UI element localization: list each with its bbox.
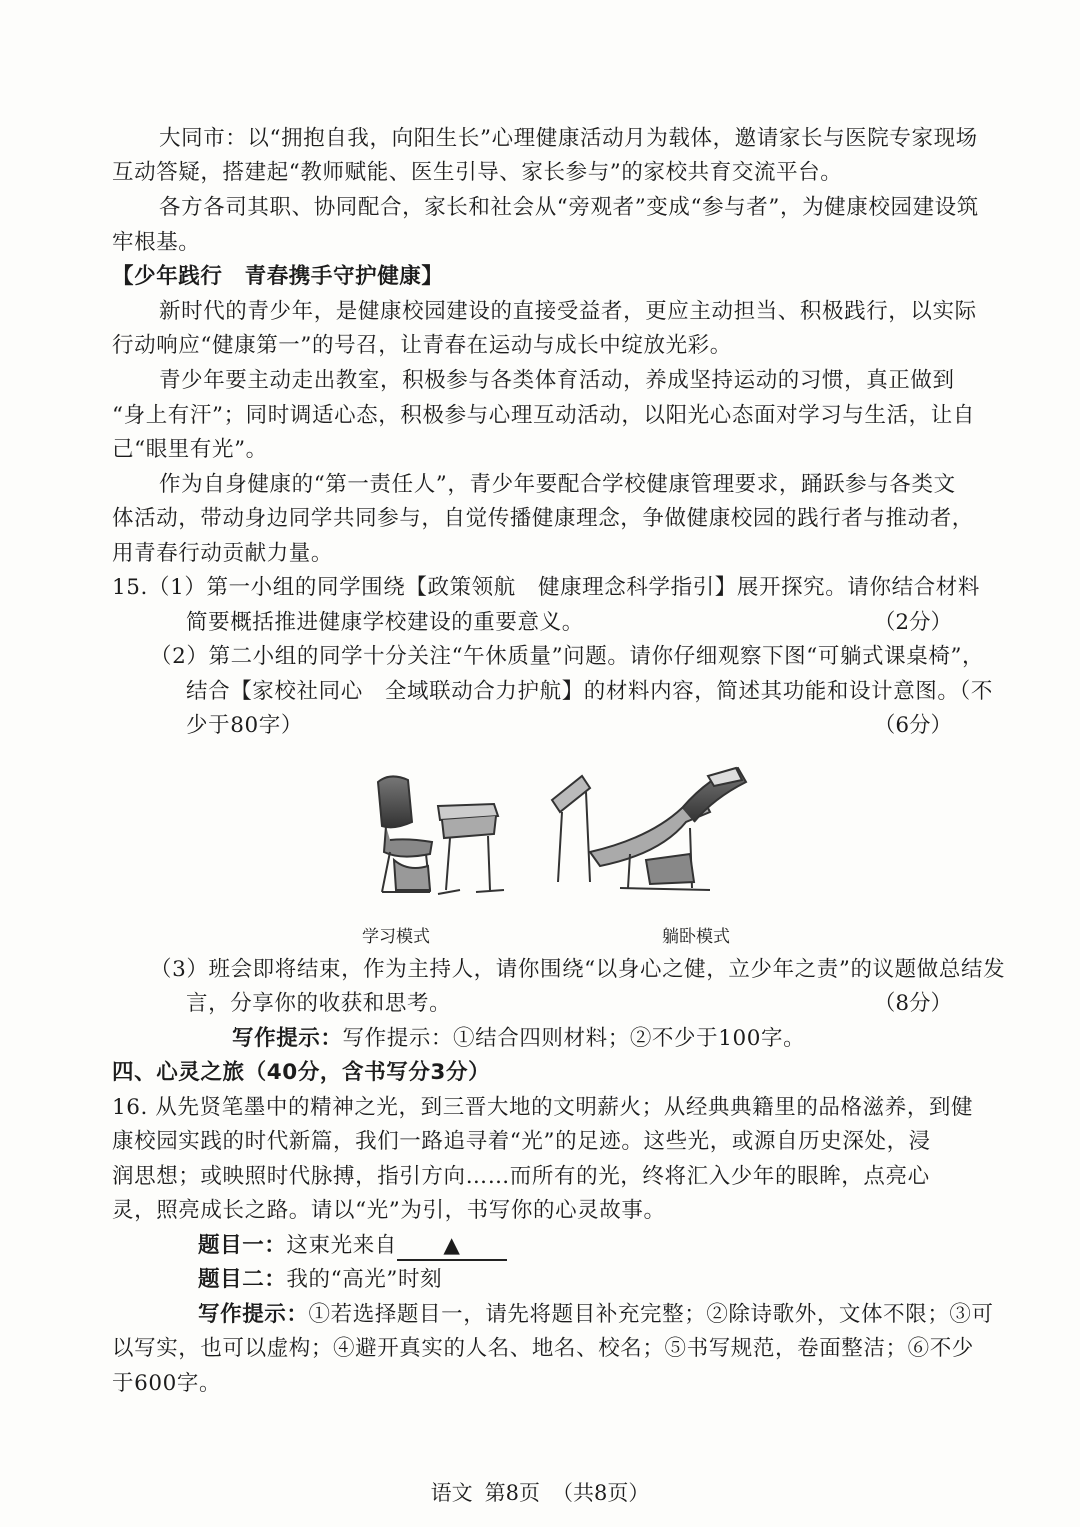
question-16-cont: 润思想；或映照时代脉搏，指引方向……而所有的光，终将汇入少年的眼眸，点亮心 (112, 1164, 930, 1189)
writing-tip-label: 写作提示： (198, 1302, 309, 1327)
question-15-2-cont: 少于80字） (186, 713, 303, 738)
topic-two-label: 题目二： (198, 1267, 287, 1292)
topic-two (198, 1265, 442, 1295)
writing-tip-16-cont: 于600字。 (112, 1371, 222, 1396)
footer-subject: 语文 (430, 1481, 473, 1505)
paragraph-line: 各方各司其职、协同配合，家长和社会从“旁观者”变成“参与者”，为健康校园建设筑 (159, 195, 979, 220)
paragraph-line: 体活动，带动身边同学共同参与，自觉传播健康理念，争做健康校园的践行者与推动者， (112, 506, 974, 531)
study-mode-chair (378, 776, 432, 892)
writing-tip-text: 写作提示：①结合四则材料；②不少于100字。 (342, 1026, 806, 1051)
question-15-3: （3）班会即将结束，作为主持人，请你围绕“以身心之健，立少年之责”的议题做总结发 (150, 957, 1006, 982)
section-4-heading: 四、心灵之旅（40分，含书写分3分） (112, 1060, 491, 1085)
topic-one-text: 这束光来自 (286, 1233, 397, 1258)
caption-study-mode: 学习模式 (362, 927, 430, 947)
paragraph-line: 作为自身健康的“第一责任人”，青少年要配合学校健康管理要求，踊跃参与各类文 (159, 472, 956, 497)
lying-mode-chair (552, 768, 746, 890)
question-15-1-cont: 简要概括推进健康学校建设的重要意义。 (186, 610, 584, 635)
question-15-1: 15.（1）第一小组的同学围绕【政策领航 健康理念科学指引】展开探究。请你结合材料 (112, 575, 980, 600)
paragraph-line: “身上有汗”；同时调适心态，积极参与心理互动活动，以阳光心态面对学习与生活，让自 (112, 403, 975, 428)
score-15-3: （8分） (873, 991, 952, 1016)
topic-one (198, 1231, 507, 1261)
question-16: 16. 从先贤笔墨中的精神之光，到三晋大地的文明薪火；从经典典籍里的品格滋养，到健 (112, 1095, 974, 1120)
writing-tip-15 (232, 1024, 805, 1054)
question-15-3-cont: 言，分享你的收获和思考。 (186, 991, 452, 1016)
section-heading: 【少年践行 青春携手守护健康】 (112, 264, 444, 289)
paragraph-line: 用青春行动贡献力量。 (112, 541, 334, 566)
paragraph-line: 新时代的青少年，是健康校园建设的直接受益者，更应主动担当、积极践行，以实际 (159, 299, 977, 324)
caption-lying-mode: 躺卧模式 (662, 927, 730, 947)
paragraph-line: 青少年要主动走出教室，积极参与各类体育活动，养成坚持运动的习惯，真正做到 (159, 368, 955, 393)
paragraph-line: 牢根基。 (112, 230, 201, 255)
writing-tip-16 (198, 1300, 994, 1330)
writing-tip-16-cont: 以写实，也可以虚构；④避开真实的人名、地名、校名；⑤书写规范，卷面整洁；⑥不少 (112, 1336, 974, 1361)
triangle-icon: ▲ (443, 1233, 461, 1258)
paragraph-line: 己“眼里有光”。 (112, 437, 268, 462)
score-15-2: （6分） (873, 713, 952, 738)
answer-blank (397, 1233, 507, 1261)
question-15-2-cont: 结合【家校社同心 全域联动合力护航】的材料内容，简述其功能和设计意图。（不 (186, 679, 993, 704)
paragraph-line: 行动响应“健康第一”的号召，让青春在运动与成长中绽放光彩。 (112, 333, 732, 358)
topic-two-text: 我的“高光”时刻 (286, 1267, 443, 1292)
question-16-cont: 康校园实践的时代新篇，我们一路追寻着“光”的足迹。这些光，或源自历史深处，浸 (112, 1129, 931, 1154)
topic-one-label: 题目一： (198, 1233, 287, 1258)
score-15-1: （2分） (873, 610, 952, 635)
paragraph-line: 互动答疑，搭建起“教师赋能、医生引导、家长参与”的家校共育交流平台。 (112, 160, 843, 185)
desk-chair-figure (290, 742, 790, 930)
study-mode-desk (438, 804, 504, 894)
page-footer (0, 1478, 1080, 1508)
writing-tip-text: ①若选择题目一，请先将题目补充完整；②除诗歌外，文体不限；③可 (308, 1302, 994, 1327)
question-15-2: （2）第二小组的同学十分关注“午休质量”问题。请你仔细观察下图“可躺式课桌椅”， (150, 644, 985, 669)
question-16-cont: 灵，照亮成长之路。请以“光”为引，书写你的心灵故事。 (112, 1198, 666, 1223)
writing-tip-label: 写作提示： (232, 1026, 343, 1051)
footer-page: 第8页 (484, 1481, 540, 1505)
desk-chair-illustration (290, 742, 790, 930)
footer-total: （共8页） (552, 1481, 650, 1505)
paragraph-line: 大同市：以“拥抱自我，向阳生长”心理健康活动月为载体，邀请家长与医院专家现场 (159, 126, 978, 151)
